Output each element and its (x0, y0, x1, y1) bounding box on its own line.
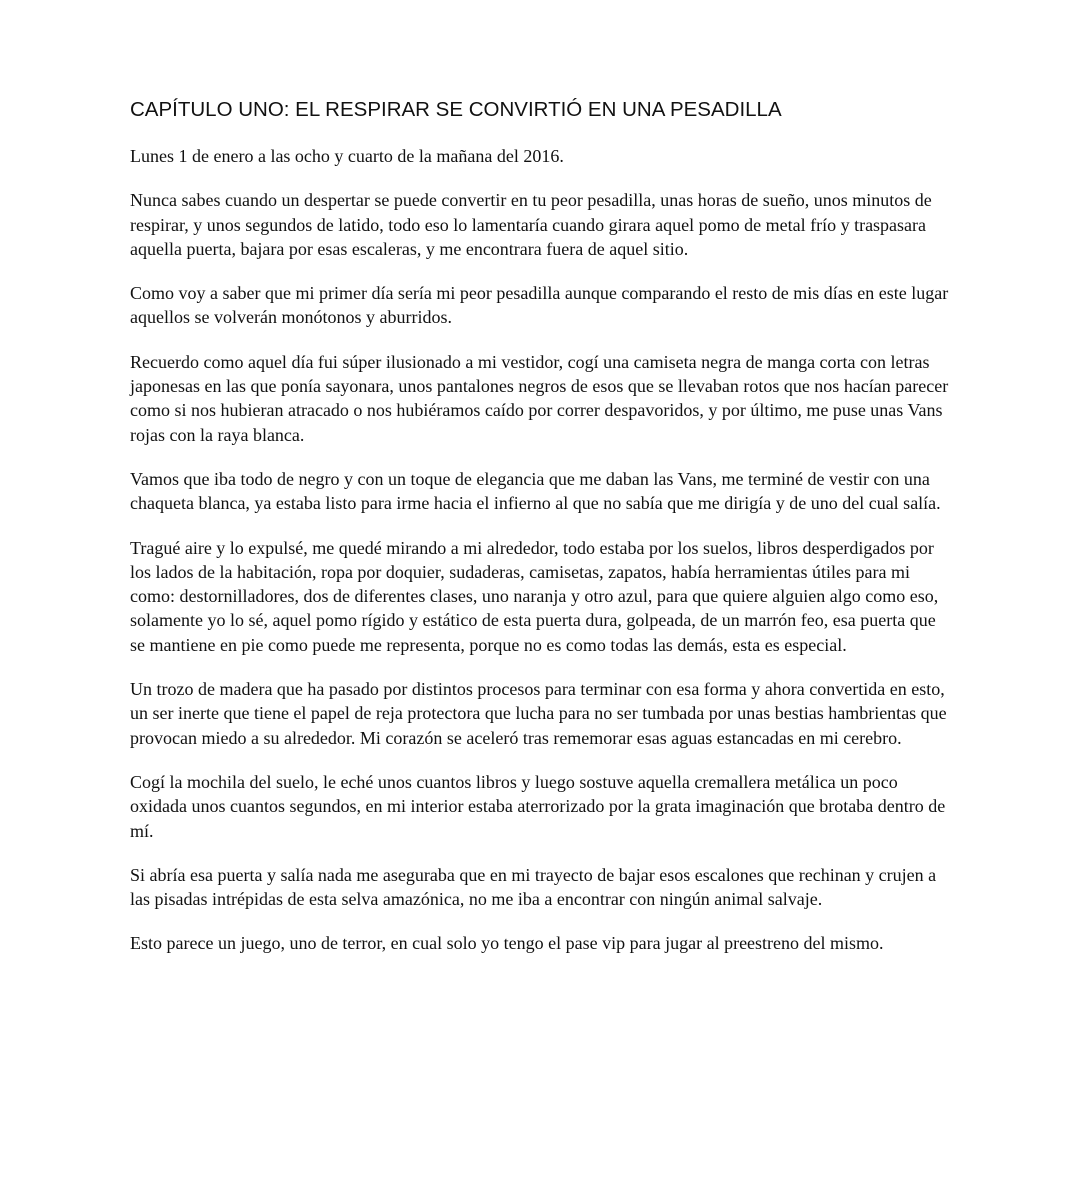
paragraph: Si abría esa puerta y salía nada me aseguraba que en mi trayecto de bajar esos escalones que rechinan y crujen a las pisadas intrépidas de esta selva amazónica, no me iba a encontrar con ningún animal salvaje. (130, 864, 937, 910)
paragraph: Esto parece un juego, uno de terror, en cual solo yo tengo el pase vip para jugar al preestreno del mismo. (130, 933, 884, 954)
paragraph: Tragué aire y lo expulsé, me quedé mirando a mi alrededor, todo estaba por los suelos, libros desperdigados por los lados de la habitación, ropa por doquier, sudaderas, camisetas, zapatos, había herramientas útiles para mi como: destornilladores, dos de diferentes clases, uno naranja y otro azul, para que quiere alguien algo como eso, solamente yo lo sé, aquel pomo rígido y estático de esta puerta dura, golpeada, de un marrón feo, esa puerta que se mantiene en pie como puede me representa, porque no es como todas las demás, esta es especial. (130, 537, 939, 655)
paragraph: Como voy a saber que mi primer día sería mi peor pesadilla aunque comparando el resto de mis días en este lugar aquellos se volverán monótonos y aburridos. (130, 283, 949, 328)
paragraph: Cogí la mochila del suelo, le eché unos cuantos libros y luego sostuve aquella cremallera metálica un poco oxidada unos cuantos segundos, en mi interior estaba aterrorizado por la grata imaginación que brotaba dentro de mí. (130, 771, 946, 841)
paragraph-date: Lunes 1 de enero a las ocho y cuarto de la mañana del 2016. (130, 146, 564, 166)
paragraph: Nunca sabes cuando un despertar se puede convertir en tu peor pesadilla, unas horas de sueño, unos minutos de respirar, y unos segundos de latido, todo eso lo lamentaría cuando girara aquel pomo de metal frío y traspasara aquella puerta, bajara por esas escaleras, y me encontrara fuera de aquel sitio. (130, 190, 932, 259)
paragraph: Recuerdo como aquel día fui súper ilusionado a mi vestidor, cogí una camiseta negra de manga corta con letras japonesas en las que ponía sayonara, unos pantalones negros de esos que se llevaban rotos que nos hacían parecer como si nos hubieran atracado o nos hubiéramos caído por correr despavoridos, y por último, me puse unas Vans rojas con la raya blanca. (130, 351, 949, 445)
paragraph: Vamos que iba todo de negro y con un toque de elegancia que me daban las Vans, me terminé de vestir con una chaqueta blanca, ya estaba listo para irme hacia el infierno al que no sabía que me dirigía y de uno del cual salía. (130, 468, 941, 514)
document-body (130, 98, 950, 976)
chapter-title: CAPÍTULO UNO: EL RESPIRAR SE CONVIRTIÓ EN UNA PESADILLA (130, 98, 782, 121)
paragraph: Un trozo de madera que ha pasado por distintos procesos para terminar con esa forma y ahora convertida en esto, un ser inerte que tiene el papel de reja protectora que lucha para no ser tumbada por unas bestias hambrientas que provocan miedo a su alrededor. Mi corazón se aceleró tras rememorar esas aguas estancadas en mi cerebro. (130, 679, 947, 748)
